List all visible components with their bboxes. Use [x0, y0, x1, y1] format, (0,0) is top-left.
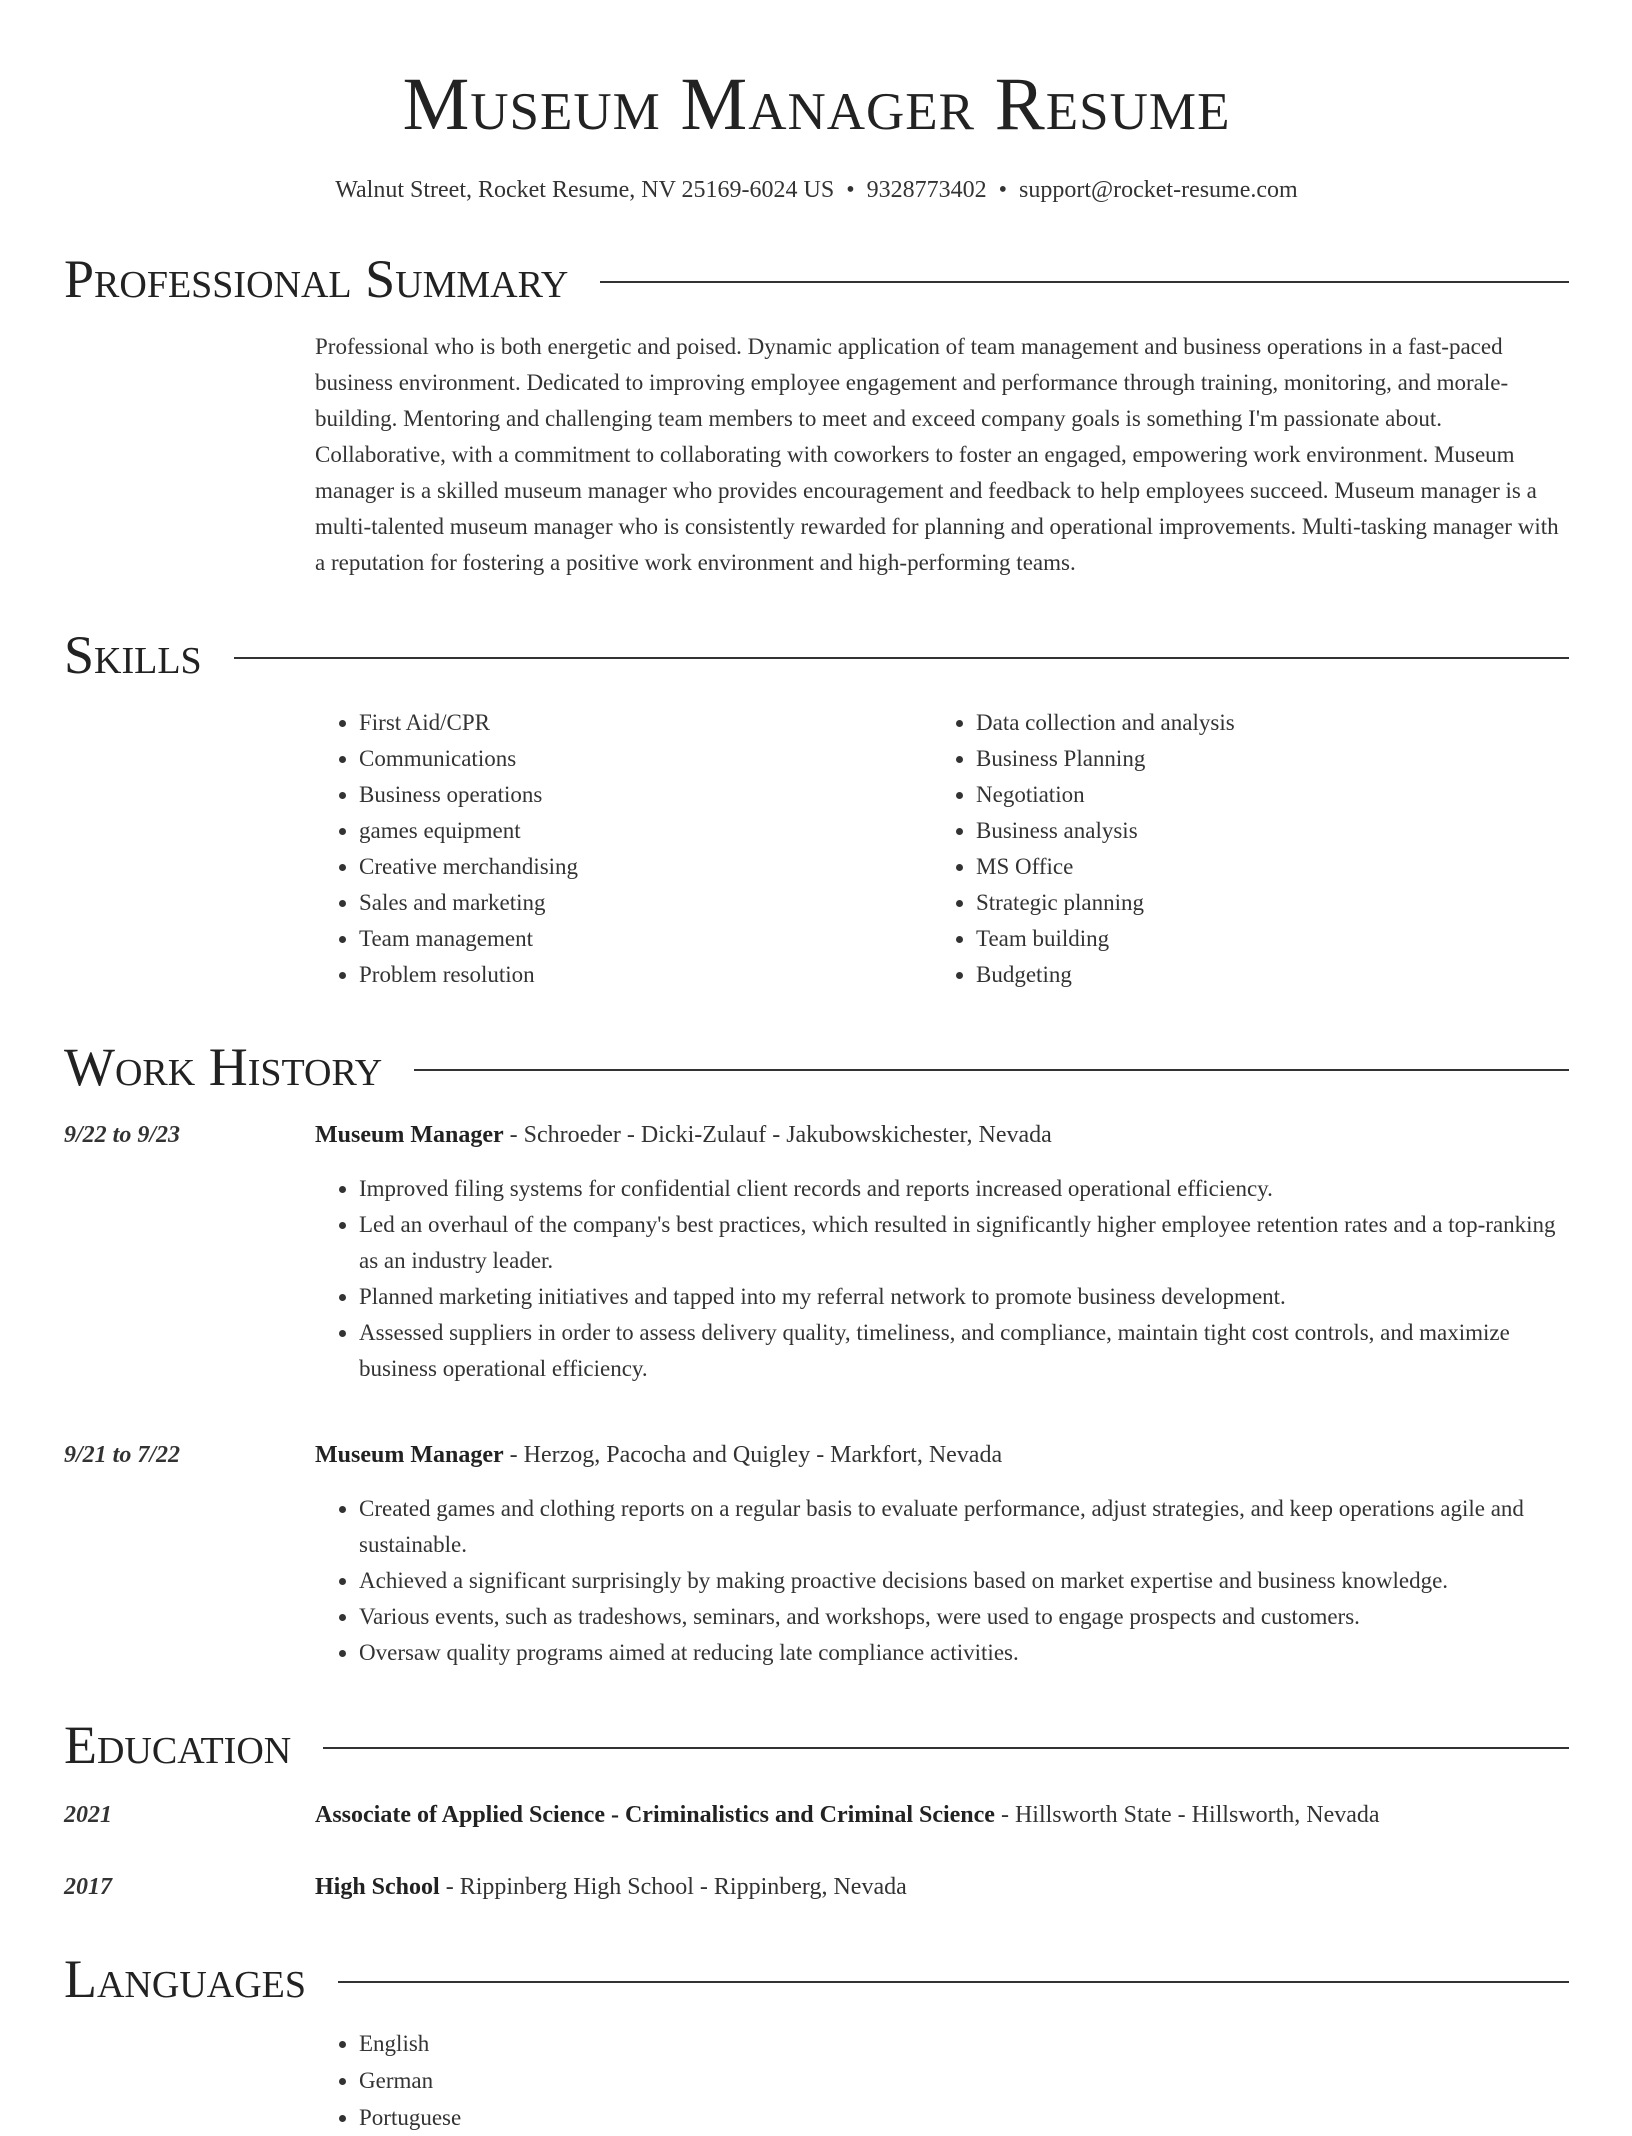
job-bullet: • Assessed suppliers in order to assess delivery quality, timeliness, and compliance, maintain tight cost controls, and maximize business operational efficiency. [359, 1315, 1569, 1387]
job-bullet: • Improved filing systems for confidential client records and reports increased operational efficiency. [359, 1171, 1569, 1207]
summary-text: Professional who is both energetic and poised. Dynamic application of team management and business operations in a fast-paced business environment. Dedicated to improving employee engagement and performance through training, monitoring, and morale-building. Mentoring and challenging team members to meet and exceed company goals is something I'm passionate about. Collaborative, with a commitment to collaborating with coworkers to foster an engaged, empowering work environment. Museum manager is a skilled museum manager who provides encouragement and feedback to help employees succeed. Museum manager is a multi-talented museum manager who is consistently rewarded for planning and operational improvements. Multi-tasking manager with a reputation for fostering a positive work environment and high-performing teams. [315, 334, 1559, 575]
skill-item: • Problem resolution [359, 957, 932, 993]
skill-item: • Budgeting [976, 957, 1235, 993]
languages-items [315, 2025, 1569, 2136]
skill-item: • Creative merchandising [359, 849, 932, 885]
skill-item: • Team building [976, 921, 1235, 957]
job-title-line [315, 1437, 1569, 1473]
education-school: - Hillsworth State - Hillsworth, Nevada [994, 1802, 1380, 1828]
skill-item: • games equipment [359, 813, 932, 849]
job-title: Museum Manager [315, 1442, 504, 1468]
skill-item: • Data collection and analysis [976, 705, 1235, 741]
job-entry [64, 1117, 1569, 1387]
job-bullets [315, 1171, 1569, 1387]
job-dates: 9/22 to 9/23 [64, 1122, 181, 1148]
education-section-header [64, 1715, 1569, 1775]
section-divider [234, 657, 1569, 659]
education-school: - Rippinberg High School - Rippinberg, Nevada [439, 1874, 907, 1900]
languages-list [64, 2025, 1569, 2136]
section-divider [414, 1069, 1569, 1071]
contact-separator: • [846, 177, 855, 203]
skill-item: • Business Planning [976, 741, 1235, 777]
skills-heading: Skills [64, 625, 202, 685]
job-bullets [315, 1491, 1569, 1671]
education-entry [64, 1797, 1569, 1833]
phone: 9328773402 [866, 177, 987, 203]
job-bullet: • Achieved a significant surprisingly by making proactive decisions based on market expertise and business knowledge. [359, 1563, 1569, 1599]
languages-section-header [64, 1949, 1569, 2009]
job-bullet: • Led an overhaul of the company's best practices, which resulted in significantly higher employee retention rates and a top-ranking as an industry leader. [359, 1207, 1569, 1279]
job-content [315, 1437, 1569, 1671]
section-divider [600, 281, 1569, 283]
skill-item: • Communications [359, 741, 932, 777]
work-section-header [64, 1037, 1569, 1097]
job-employer: - Schroeder - Dicki-Zulauf - Jakubowskichester, Nevada [503, 1122, 1052, 1148]
skills-column-1 [315, 705, 932, 993]
education-line [315, 1797, 1380, 1833]
contact-separator: • [998, 177, 1008, 203]
email: support@rocket-resume.com [1019, 177, 1298, 203]
language-item: • English [359, 2025, 1569, 2062]
skills-list [64, 705, 1569, 993]
skill-item: • Sales and marketing [359, 885, 932, 921]
job-title-line [315, 1117, 1569, 1153]
skill-item: • Negotiation [976, 777, 1235, 813]
skill-item: • First Aid/CPR [359, 705, 932, 741]
job-employer: - Herzog, Pacocha and Quigley - Markfort, Nevada [503, 1442, 1003, 1468]
skills-section-header [64, 625, 1569, 685]
language-item: • Portuguese [359, 2099, 1569, 2136]
skill-item: • MS Office [976, 849, 1235, 885]
skill-item: • Strategic planning [976, 885, 1235, 921]
section-divider [323, 1747, 1569, 1749]
job-dates: 9/21 to 7/22 [64, 1442, 181, 1468]
job-content [315, 1117, 1569, 1387]
job-bullet: • Planned marketing initiatives and tapped into my referral network to promote business development. [359, 1279, 1569, 1315]
language-item: • German [359, 2062, 1569, 2099]
summary-heading: Professional Summary [64, 249, 569, 309]
address: Walnut Street, Rocket Resume, NV 25169-6024 US [335, 177, 835, 203]
languages-heading: Languages [64, 1949, 306, 2009]
resume-title: Museum Manager Resume [402, 63, 1231, 146]
section-divider [338, 1981, 1569, 1983]
skills-column-2 [932, 705, 1235, 993]
education-year: 2017 [64, 1874, 112, 1900]
education-entry [64, 1869, 1569, 1905]
summary-section-header [64, 249, 1569, 309]
job-bullet: • Oversaw quality programs aimed at reducing late compliance activities. [359, 1635, 1569, 1671]
education-year: 2021 [64, 1802, 112, 1828]
contact-line [64, 175, 1569, 205]
skill-item: • Business analysis [976, 813, 1235, 849]
job-bullet: • Created games and clothing reports on a regular basis to evaluate performance, adjust strategies, and keep operations agile and sustainable. [359, 1491, 1569, 1563]
skill-item: • Business operations [359, 777, 932, 813]
education-degree: High School [315, 1874, 440, 1900]
skill-item: • Team management [359, 921, 932, 957]
job-bullet: • Various events, such as tradeshows, seminars, and workshops, were used to engage prospects and customers. [359, 1599, 1569, 1635]
job-title: Museum Manager [315, 1122, 504, 1148]
education-line [315, 1869, 907, 1905]
work-heading: Work History [64, 1037, 383, 1097]
education-heading: Education [64, 1715, 292, 1775]
education-degree: Associate of Applied Science - Criminalistics and Criminal Science [315, 1802, 995, 1828]
job-entry [64, 1437, 1569, 1671]
